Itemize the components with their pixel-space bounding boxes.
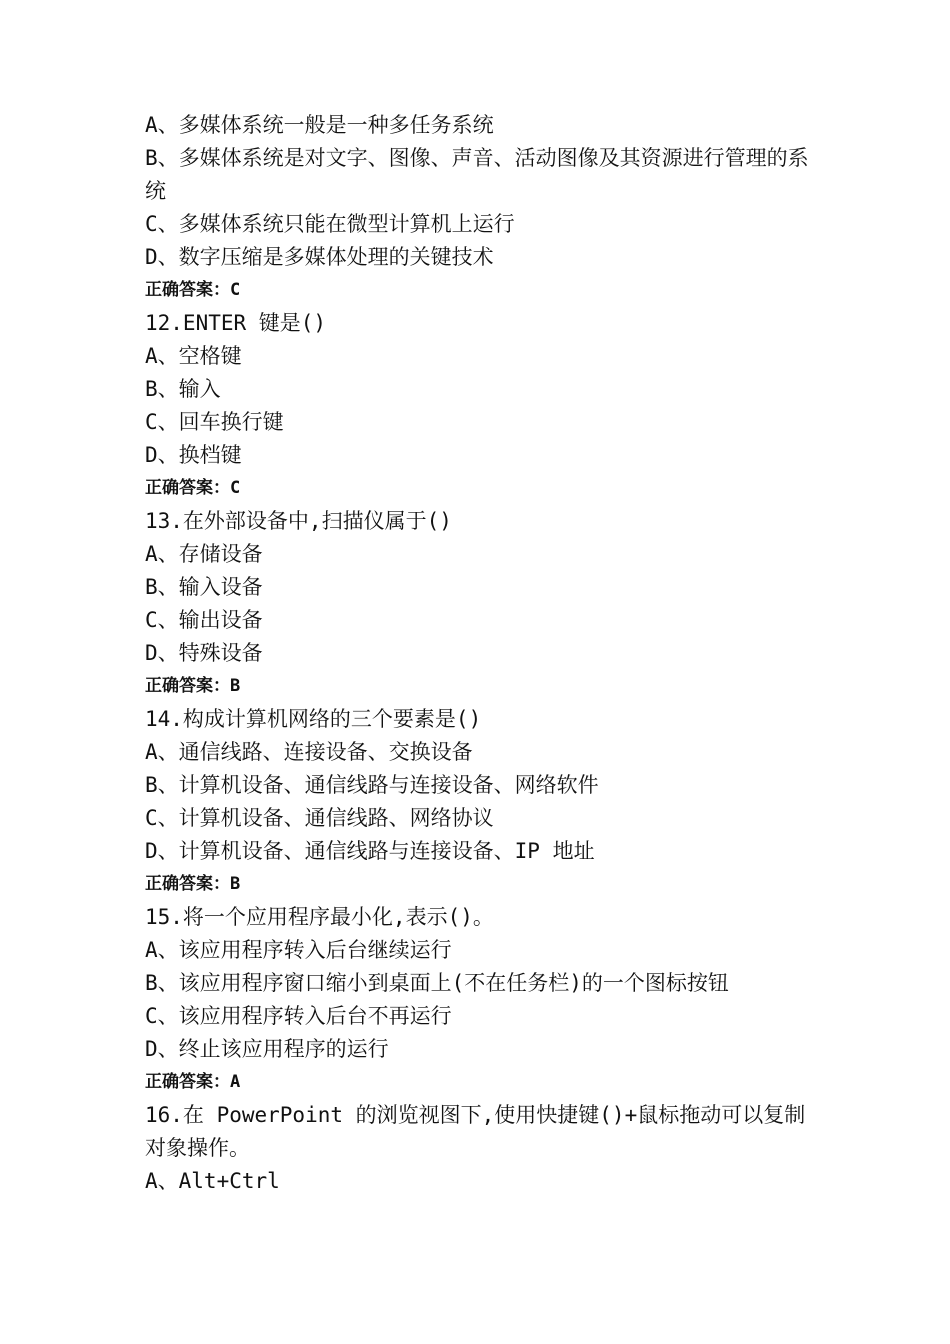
option-line: A、空格键 <box>145 344 242 368</box>
answer-line: 正确答案：B <box>145 874 241 894</box>
answer-line: 正确答案：C <box>145 280 241 300</box>
question-list <box>145 109 825 1198</box>
answer-line: 正确答案：B <box>145 676 241 696</box>
option-line: D、数字压缩是多媒体处理的关键技术 <box>145 245 494 269</box>
option-line: A、多媒体系统一般是一种多任务系统 <box>145 113 494 137</box>
question-line: 12.ENTER 键是() <box>145 311 327 335</box>
option-line: C、输出设备 <box>145 608 263 632</box>
question-line: 15.将一个应用程序最小化,表示()。 <box>145 905 494 929</box>
option-line: D、计算机设备、通信线路与连接设备、IP 地址 <box>145 839 595 863</box>
option-line: D、换档键 <box>145 443 242 467</box>
question-line: 14.构成计算机网络的三个要素是() <box>145 707 482 731</box>
option-line: A、Alt+Ctrl <box>145 1169 280 1193</box>
option-line: C、回车换行键 <box>145 410 284 434</box>
option-line: D、特殊设备 <box>145 641 263 665</box>
option-line: D、终止该应用程序的运行 <box>145 1037 389 1061</box>
option-line: B、输入 <box>145 377 221 401</box>
option-line: B、多媒体系统是对文字、图像、声音、活动图像及其资源进行管理的系统 <box>145 146 809 203</box>
option-line: B、该应用程序窗口缩小到桌面上(不在任务栏)的一个图标按钮 <box>145 971 729 995</box>
answer-line: 正确答案：C <box>145 478 241 498</box>
option-line: B、计算机设备、通信线路与连接设备、网络软件 <box>145 773 599 797</box>
option-line: A、通信线路、连接设备、交换设备 <box>145 740 473 764</box>
option-line: C、多媒体系统只能在微型计算机上运行 <box>145 212 515 236</box>
option-line: A、该应用程序转入后台继续运行 <box>145 938 452 962</box>
option-line: C、计算机设备、通信线路、网络协议 <box>145 806 494 830</box>
answer-line: 正确答案：A <box>145 1072 241 1092</box>
question-line: 16.在 PowerPoint 的浏览视图下,使用快捷键()+鼠标拖动可以复制对象操作。 <box>145 1103 806 1160</box>
option-line: C、该应用程序转入后台不再运行 <box>145 1004 452 1028</box>
option-line: B、输入设备 <box>145 575 263 599</box>
question-line: 13.在外部设备中,扫描仪属于() <box>145 509 452 533</box>
option-line: A、存储设备 <box>145 542 263 566</box>
